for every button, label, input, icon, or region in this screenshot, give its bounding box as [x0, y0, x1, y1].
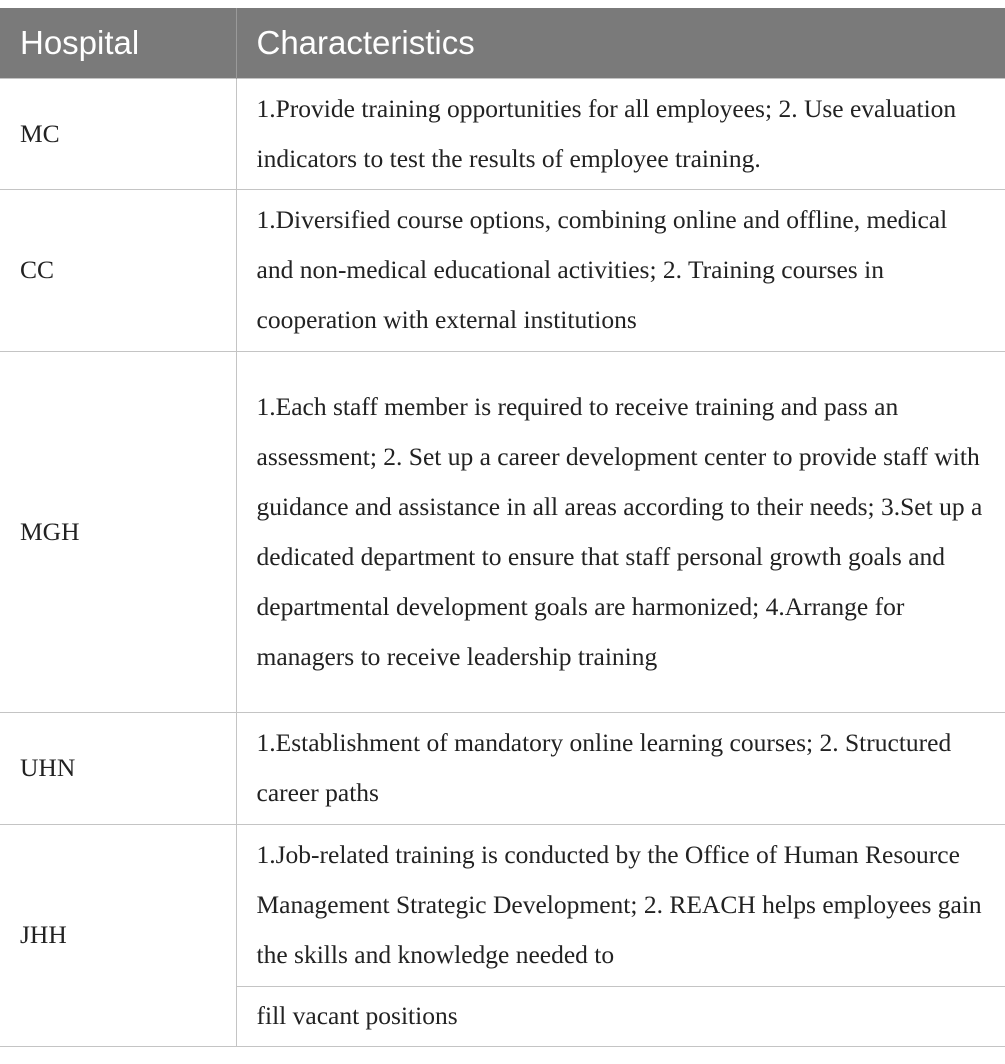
characteristics-cell: 1.Establishment of mandatory online learning courses; 2. Structured career paths [236, 712, 1005, 824]
table-body [0, 78, 1005, 1046]
table-row [0, 351, 1005, 712]
characteristics-cell: 1.Provide training opportunities for all employees; 2. Use evaluation indicators to test the results of employee training. [236, 78, 1005, 189]
hospital-cell: CC [0, 189, 236, 351]
characteristics-cell: 1.Each staff member is required to receive training and pass an assessment; 2. Set up a career development center to provide staff with guidance and assistance in all areas according to their needs; 3.Set up a dedicated department to ensure that staff personal growth goals and departmental development goals are harmonized; 4.Arrange for managers to receive leadership training [236, 351, 1005, 712]
header-characteristics: Characteristics [236, 8, 1005, 78]
hospital-cell: JHH [0, 824, 236, 1046]
characteristics-continuation-cell: fill vacant positions [236, 986, 1005, 1046]
hospital-characteristics-table [0, 8, 1005, 1047]
table-row [0, 189, 1005, 351]
header-row [0, 8, 1005, 78]
table-row [0, 712, 1005, 824]
characteristics-cell: 1.Job-related training is conducted by the Office of Human Resource Management Strategic Development; 2. REACH helps employees gain the skills and knowledge needed to [236, 824, 1005, 986]
hospital-cell: MGH [0, 351, 236, 712]
table-row [0, 824, 1005, 986]
hospital-cell: UHN [0, 712, 236, 824]
characteristics-cell: 1.Diversified course options, combining online and offline, medical and non-medical educational activities; 2. Training courses in cooperation with external institutions [236, 189, 1005, 351]
hospital-cell: MC [0, 78, 236, 189]
table-row [0, 78, 1005, 189]
header-hospital: Hospital [0, 8, 236, 78]
table-header [0, 8, 1005, 78]
